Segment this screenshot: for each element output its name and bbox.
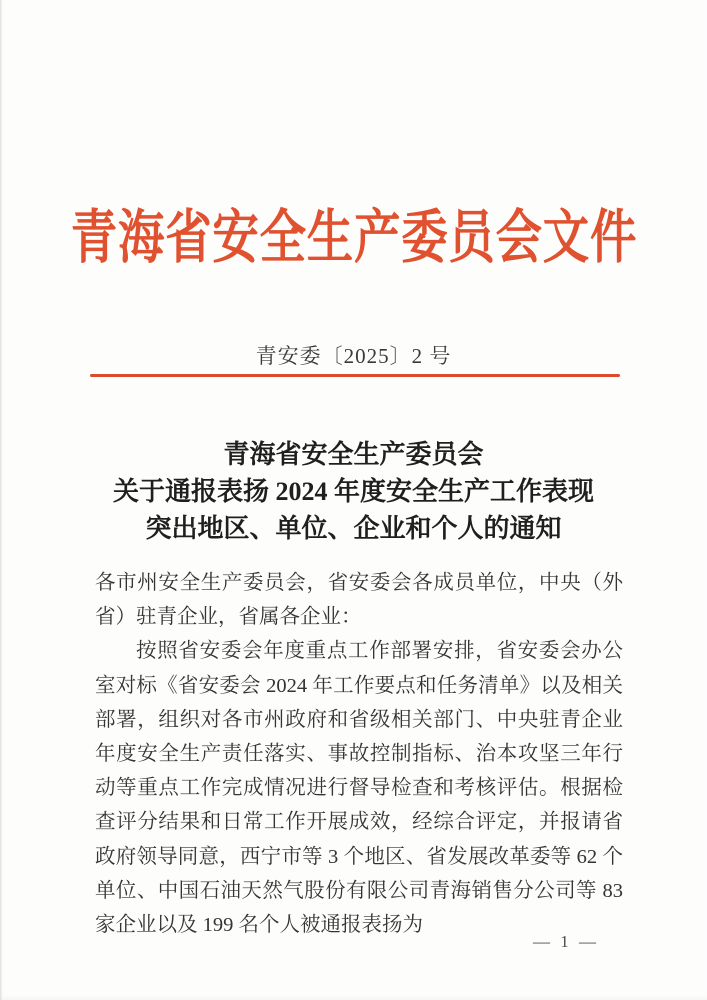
- red-divider-rule: [90, 374, 620, 377]
- document-number: 青安委〔2025〕2 号: [255, 344, 452, 368]
- document-red-header: [0, 190, 707, 274]
- page-number: — 1 —: [533, 932, 599, 951]
- document-title-line-3: 突出地区、单位、企业和个人的通知: [145, 514, 562, 543]
- red-header-title: 青海省安全生产委员会文件: [70, 205, 638, 270]
- document-title-line-1: 青海省安全生产委员会: [223, 440, 484, 469]
- document-body: [95, 566, 623, 942]
- document-title-line-2: 关于通报表扬 2024 年度安全生产工作表现: [112, 477, 594, 506]
- document-title: [50, 436, 657, 547]
- salutation-paragraph: 各市州安全生产委员会，省安委会各成员单位，中央（外省）驻青企业，省属各企业：: [95, 572, 623, 629]
- body-paragraph: 按照省安委会年度重点工作部署安排，省安委会办公室对标《省安委会 2024 年工作要点和任务清单》以及相关部署，组织对各市州政府和省级相关部门、中央驻青企业年度安全生产责任落实、事故控制指标、治本攻坚三年行动等重点工作完成情况进行督导检查和考核评估。根据检查评分结果和日常工作开展成效，经综合评定，并报请省政府领导同意，西宁市等 3 个地区、省发展改革委等 62 个单位、中国石油天然气股份有限公司青海销售分公司等 83 家企业以及 199 名个人被通报表扬为: [95, 640, 623, 937]
